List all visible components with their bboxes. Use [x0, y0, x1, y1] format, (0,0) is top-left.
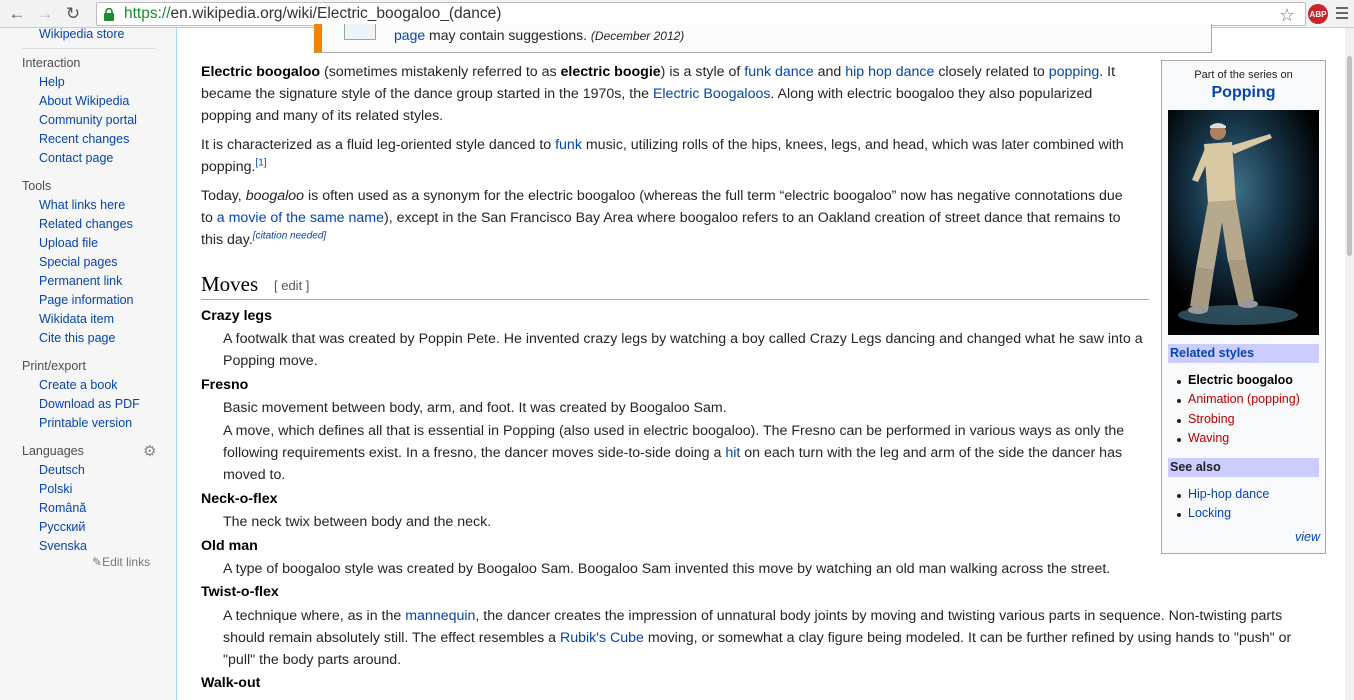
infobox-popping-series	[1161, 60, 1326, 554]
sidebar-item-related-changes[interactable]: Related changes	[39, 217, 133, 231]
scrollbar-thumb[interactable]	[1347, 56, 1352, 256]
move-title-crazy-legs: Crazy legs	[201, 308, 272, 324]
paragraph-characterized: It is characterized as a fluid leg-oriented style danced to funk music, utilizing rolls of the hips, knees, legs, and head, which was later combined with popping.[1]	[201, 137, 1124, 175]
page-scrollbar[interactable]	[1345, 28, 1354, 700]
article-content	[176, 28, 1354, 700]
sidebar-item-upload-file[interactable]: Upload file	[39, 236, 99, 250]
sidebar-item-special-pages[interactable]: Special pages	[39, 255, 118, 269]
link-hip-hop-dance[interactable]: hip hop dance	[845, 64, 935, 80]
move-desc-neck-o-flex: The neck twix between body and the neck.	[223, 514, 492, 530]
infobox-part-of: Part of the series on	[1194, 69, 1293, 81]
sidebar-item-page-information[interactable]: Page information	[39, 293, 134, 307]
move-desc-crazy-legs: A footwalk that was created by Poppin Pete. He invented crazy legs by watching a boy called Crazy Legs dancing and changed what he saw into a Popping move.	[223, 331, 1143, 369]
sidebar-item-lang-svenska[interactable]: Svenska	[39, 539, 87, 553]
sidebar-item-recent-changes[interactable]: Recent changes	[39, 132, 130, 146]
link-rubiks-cube[interactable]: Rubik's Cube	[560, 630, 644, 646]
bullet	[1177, 419, 1181, 423]
sidebar-item-contact-page[interactable]: Contact page	[39, 151, 114, 165]
sidebar-item-community-portal[interactable]: Community portal	[39, 113, 137, 127]
link-electric-boogaloos[interactable]: Electric Boogaloos	[652, 86, 771, 102]
section-title: Moves	[201, 272, 259, 296]
section-edit-link[interactable]: [ edit ]	[274, 278, 310, 293]
sidebar-item-what-links-here[interactable]: What links here	[39, 198, 126, 212]
notice-date: (December 2012)	[590, 29, 685, 43]
link-movie[interactable]: a movie of the same name	[216, 210, 384, 226]
notice-page-link[interactable]: page	[394, 27, 426, 43]
sidebar-item-lang-deutsch[interactable]: Deutsch	[39, 463, 85, 477]
sidebar-item-cite-this-page[interactable]: Cite this page	[39, 331, 116, 345]
dancer-photo[interactable]	[1168, 110, 1319, 335]
pencil-icon: ✎	[92, 555, 103, 569]
sidebar-heading-print-export: Print/export	[22, 359, 86, 373]
infobox-related-strobing[interactable]: Strobing	[1188, 412, 1235, 426]
sidebar-item-lang-russian[interactable]: Русский	[39, 520, 86, 534]
reload-icon[interactable]: ↻	[65, 3, 81, 23]
sidebar-item-permanent-link[interactable]: Permanent link	[39, 274, 123, 288]
sidebar-divider	[22, 48, 156, 49]
move-desc-old-man: A type of boogaloo style was created by Boogaloo Sam. Boogaloo Sam invented this move by watching an old man walking across the street.	[223, 561, 1111, 577]
infobox-related-styles-heading[interactable]: Related styles	[1168, 344, 1319, 363]
sidebar-item-about[interactable]: About Wikipedia	[39, 94, 130, 108]
infobox-view-link[interactable]: view	[1294, 530, 1320, 544]
paragraph-today: Today, boogaloo is often used as a synonym for the electric boogaloo (whereas the full term “electric boogaloo” now has negative connotations due to a movie of the same name), except in the San Francisco Bay Area where boogaloo refers to an Oakland creation of street dance that remains to this day.[citation needed]	[201, 188, 1123, 248]
infobox-see-also-heading: See also	[1168, 458, 1319, 477]
browser-menu-icon[interactable]	[1336, 7, 1348, 22]
sidebar-item-wikidata-item[interactable]: Wikidata item	[39, 312, 115, 326]
sidebar-item-printable-version[interactable]: Printable version	[39, 416, 133, 430]
move-title-twist-o-flex: Twist-o-flex	[201, 584, 279, 600]
notice-text: page may contain suggestions. (December 2012)	[394, 27, 685, 43]
gear-icon[interactable]: ⚙	[143, 443, 157, 460]
bullet	[1177, 380, 1181, 384]
sidebar-item-download-pdf[interactable]: Download as PDF	[39, 397, 140, 411]
adblock-plus-icon[interactable]: ABP	[1308, 4, 1328, 24]
sidebar-item-help[interactable]: Help	[39, 75, 65, 89]
address-bar[interactable]	[96, 2, 1306, 26]
sidebar	[0, 28, 176, 700]
paragraph-intro: Electric boogaloo (sometimes mistakenly referred to as electric boogie) is a style of funk dance and hip hop dance closely related to popping. It became the signature style of the dance group started in the 1970s, the Electric Boogaloos. Along with electric boogaloo they also popularized popping and many of its related styles.	[201, 64, 1116, 124]
sidebar-heading-languages: Languages	[22, 444, 84, 458]
edit-links-label: Edit links	[102, 555, 151, 569]
infobox-related-electric-boogaloo: Electric boogaloo	[1188, 373, 1293, 387]
notice-icon	[344, 24, 376, 40]
infobox-see-also-hip-hop[interactable]: Hip-hop dance	[1188, 487, 1270, 501]
link-hit[interactable]: hit	[725, 445, 741, 461]
lock-icon	[103, 7, 117, 21]
sidebar-heading-tools: Tools	[22, 179, 52, 193]
url-scheme: https://	[124, 5, 171, 22]
sidebar-item-wikipedia-store[interactable]: Wikipedia store	[39, 27, 125, 41]
bullet	[1177, 494, 1181, 498]
move-desc-fresno-1: Basic movement between body, arm, and foot. It was created by Boogaloo Sam.	[223, 400, 727, 416]
maintenance-notice	[314, 24, 1212, 53]
sidebar-heading-interaction: Interaction	[22, 56, 81, 70]
edit-links-link[interactable]	[92, 555, 150, 569]
link-mannequin[interactable]: mannequin	[405, 608, 476, 624]
citation-needed-link[interactable]: [citation needed]	[252, 230, 327, 242]
sidebar-item-create-book[interactable]: Create a book	[39, 378, 118, 392]
infobox-see-also-locking[interactable]: Locking	[1188, 506, 1232, 520]
sidebar-item-lang-romana[interactable]: Română	[39, 501, 87, 515]
bullet	[1177, 513, 1181, 517]
infobox-related-animation[interactable]: Animation (popping)	[1188, 392, 1300, 406]
url-path: en.wikipedia.org/wiki/Electric_boogaloo_(dance)	[170, 5, 502, 22]
move-desc-twist-o-flex: A technique where, as in the mannequin, the dancer creates the impression of unnatural body joints by moving and twisting various parts in sequence. Non-twisting parts should remain absolutely still. The effect resembles a Rubik's Cube moving, or somewhat a clay figure being modeled. It can be further refined by using hands to "push" or "pull" the body parts around.	[223, 608, 1292, 668]
infobox-title[interactable]: Popping	[1211, 84, 1276, 101]
infobox-related-waving[interactable]: Waving	[1188, 431, 1230, 445]
move-title-fresno: Fresno	[201, 377, 249, 393]
section-heading-moves	[201, 272, 1149, 300]
forward-arrow-icon[interactable]: →	[36, 3, 54, 23]
back-arrow-icon[interactable]: ←	[8, 3, 26, 23]
link-popping[interactable]: popping	[1048, 64, 1100, 80]
link-funk-dance[interactable]: funk dance	[744, 64, 814, 80]
bullet	[1177, 399, 1181, 403]
bookmark-star-icon[interactable]: ☆	[1278, 5, 1295, 25]
link-funk[interactable]: funk	[555, 137, 582, 153]
reference-1[interactable]: [1]	[255, 157, 267, 169]
move-title-neck-o-flex: Neck-o-flex	[201, 491, 278, 507]
move-title-old-man: Old man	[201, 538, 258, 554]
sidebar-item-lang-polski[interactable]: Polski	[39, 482, 73, 496]
move-title-walk-out: Walk-out	[201, 675, 261, 691]
bullet	[1177, 438, 1181, 442]
move-desc-fresno-2: A move, which defines all that is essential in Popping (also used in electric boogaloo). The Fresno can be performed in various ways as only the following requirements exist. In a fresno, the dancer moves side-to-side doing a hit on each turn with the leg and arm of the side the dancer has moved to.	[223, 423, 1125, 483]
